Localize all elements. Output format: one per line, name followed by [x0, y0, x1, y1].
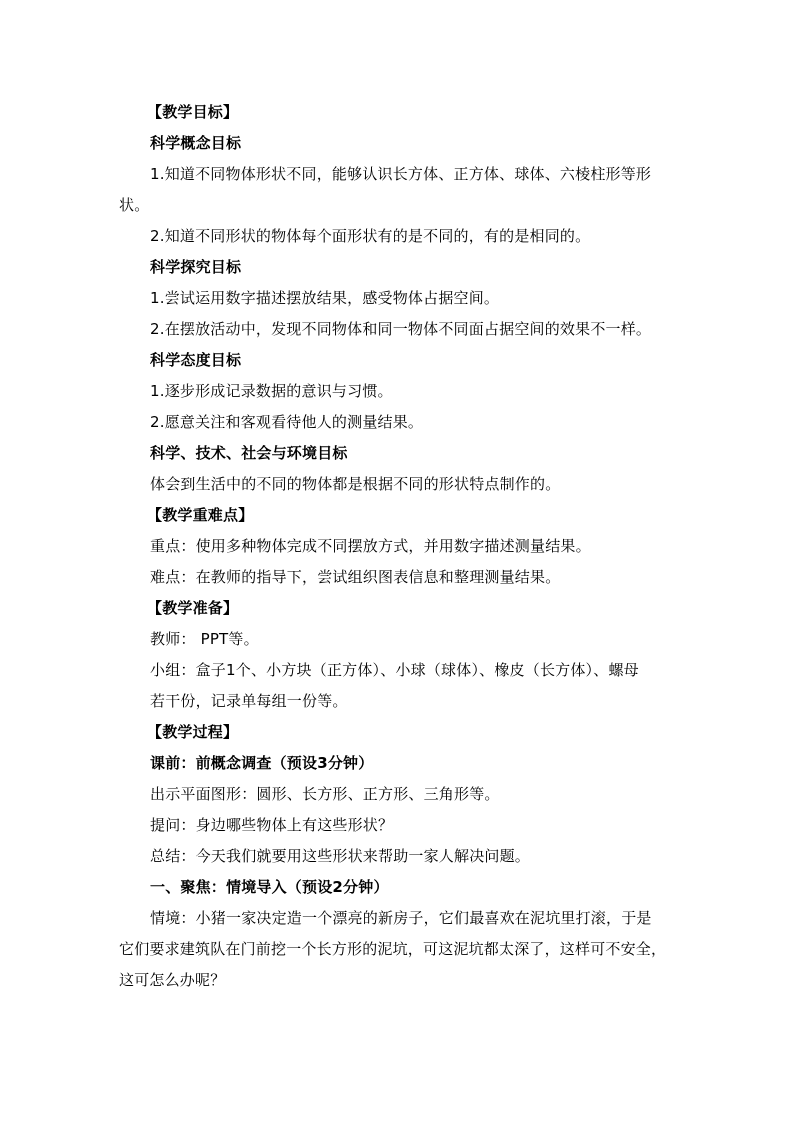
- concept-goal-2: 2.知道不同形状的物体每个面形状有的是不同的，有的是相同的。: [150, 227, 591, 245]
- key-point: 重点：使用多种物体完成不同摆放方式，并用数字描述测量结果。: [150, 537, 591, 555]
- difficult-point: 难点：在教师的指导下，尝试组织图表信息和整理测量结果。: [150, 568, 561, 586]
- pre-class-show: 出示平面图形：圆形、长方形、正方形、三角形等。: [150, 785, 500, 803]
- attitude-goal-1: 1.逐步形成记录数据的意识与习惯。: [150, 382, 393, 400]
- inquiry-goal-1: 1.尝试运用数字描述摆放结果，感受物体占据空间。: [150, 289, 500, 307]
- focus-heading: 一、聚焦：情境导入（预设2分钟）: [150, 878, 389, 896]
- concept-goal-1-line1: 1.知道不同物体形状不同，能够认识长方体、正方体、球体、六棱柱形等形: [150, 165, 652, 183]
- prep-group-line1: 小组：盒子1个、小方块（正方体）、小球（球体）、橡皮（长方体）、螺母: [150, 661, 639, 679]
- pre-class-summary: 总结：今天我们就要用这些形状来帮助一家人解决问题。: [150, 847, 531, 865]
- scenario-line3: 这可怎么办呢？: [119, 971, 226, 989]
- prep-teacher: 教师： PPT等。: [150, 630, 259, 648]
- scenario-line1: 情境：小猪一家决定造一个漂亮的新房子，它们最喜欢在泥坑里打滚，于是: [150, 909, 652, 927]
- section-goals-heading: 【教学目标】: [147, 103, 239, 121]
- concept-goals-heading: 科学概念目标: [150, 134, 242, 152]
- stse-goal-text: 体会到生活中的不同的物体都是根据不同的形状特点制作的。: [150, 475, 561, 493]
- attitude-goal-2: 2.愿意关注和客观看待他人的测量结果。: [150, 413, 424, 431]
- section-preparation-heading: 【教学准备】: [147, 599, 239, 617]
- section-process-heading: 【教学过程】: [147, 723, 239, 741]
- stse-goals-heading: 科学、技术、社会与环境目标: [150, 444, 348, 462]
- attitude-goals-heading: 科学态度目标: [150, 351, 242, 369]
- section-key-points-heading: 【教学重难点】: [147, 506, 254, 524]
- pre-class-heading: 课前：前概念调查（预设3分钟）: [150, 754, 374, 772]
- scenario-line2: 它们要求建筑队在门前挖一个长方形的泥坑，可这泥坑都太深了，这样可不安全，: [119, 940, 667, 958]
- inquiry-goal-2: 2.在摆放活动中，发现不同物体和同一物体不同面占据空间的效果不一样。: [150, 320, 652, 338]
- prep-group-line2: 若干份，记录单每组一份等。: [150, 692, 348, 710]
- pre-class-ask: 提问：身边哪些物体上有这些形状？: [150, 816, 394, 834]
- inquiry-goals-heading: 科学探究目标: [150, 258, 242, 276]
- concept-goal-1-line2: 状。: [119, 196, 150, 214]
